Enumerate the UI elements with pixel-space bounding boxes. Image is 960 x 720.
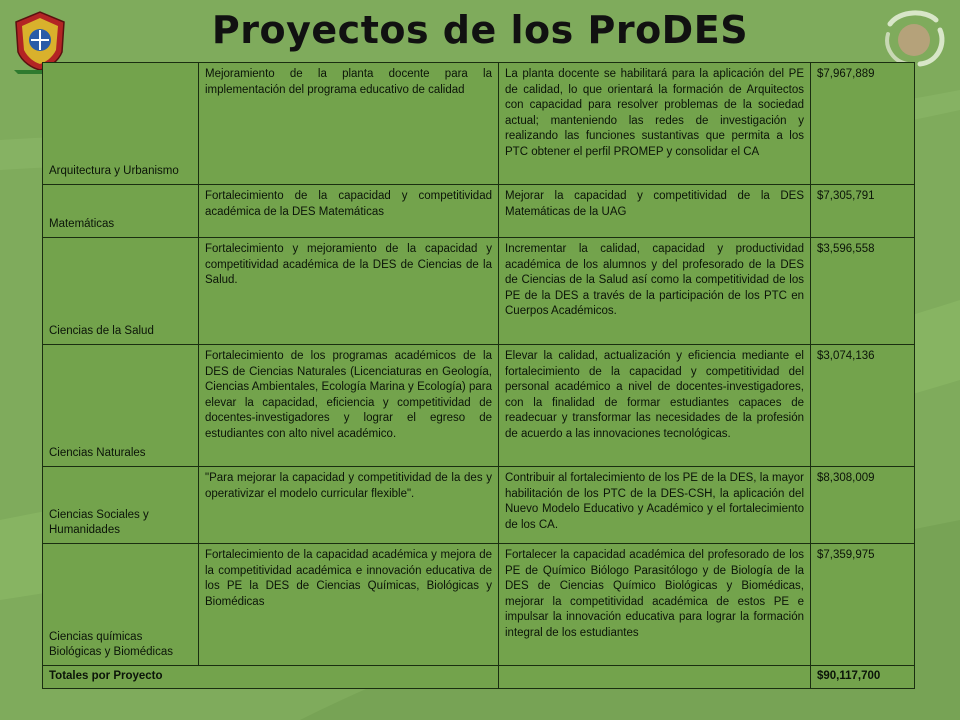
totals-amount-cell: $90,117,700 [811, 666, 915, 689]
des-name-cell: Arquitectura y Urbanismo [43, 63, 199, 185]
des-name-cell: Ciencias Sociales y Humanidades [43, 467, 199, 544]
des-name-cell: Ciencias Naturales [43, 345, 199, 467]
amount-cell: $3,074,136 [811, 345, 915, 467]
objective-cell: Fortalecer la capacidad académica del profesorado de los PE de Químico Biólogo Parasitólogo y de Biología de la DES de Ciencias Químico Biológicas y Biomédicas, mejorar la competitividad académica de estos PE e impulsar la innovación educativa para lograr la formación integral de los estudiantes [499, 544, 811, 666]
project-name-cell: "Para mejorar la capacidad y competitividad de la des y operativizar el modelo curricular flexible". [199, 467, 499, 544]
table-row [43, 544, 915, 666]
project-name-cell: Fortalecimiento de los programas académicos de la DES de Ciencias Naturales (Licenciaturas en Geología, Ciencias Ambientales, Ecología Marina y Ecología) para elevar la capacidad, eficiencia y competitividad de docentes-investigadores y lograr el egreso de estudiantes con alto nivel académico. [199, 345, 499, 467]
amount-cell: $7,967,889 [811, 63, 915, 185]
totals-row [43, 666, 915, 689]
objective-cell: La planta docente se habilitará para la aplicación del PE de calidad, lo que orientará la formación de Arquitectos con capacidad para resolver problemas de la sociedad actual; manteniendo las redes de investigación y realizando las funciones sustantivas que permita a los PTC obtener el perfil PROMEP y consolidar el CA [499, 63, 811, 185]
des-name-cell: Matemáticas [43, 185, 199, 238]
project-name-cell: Fortalecimiento de la capacidad académica y mejora de la competitividad académica e innovación educativa de los PE la DES de Ciencias Químicas, Biológicas y Biomédicas [199, 544, 499, 666]
objective-cell: Elevar la calidad, actualización y eficiencia mediante el fortalecimiento de la capacidad y competitividad del personal académico a nivel de docentes-investigadores, con la finalidad de formar estudiantes capaces de readecuar y transformar las necesidades de la profesión de acuerdo a las innovaciones tecnológicas. [499, 345, 811, 467]
page-title: Proyectos de los ProDES [211, 8, 749, 52]
totals-label-cell: Totales por Proyecto [43, 666, 499, 689]
project-name-cell: Fortalecimiento y mejoramiento de la capacidad y competitividad académica de la DES de Ciencias de la Salud. [199, 238, 499, 345]
prodes-projects-table [42, 62, 915, 689]
objective-cell: Incrementar la calidad, capacidad y productividad académica de los alumnos y del profesorado de la DES de Ciencias de la Salud así como la competitividad de los PE de la DES a través de la participación de los PTC en Cuerpos Académicos. [499, 238, 811, 345]
amount-cell: $7,359,975 [811, 544, 915, 666]
amount-cell: $7,305,791 [811, 185, 915, 238]
objective-cell: Mejorar la capacidad y competitividad de la DES Matemáticas de la UAG [499, 185, 811, 238]
amount-cell: $8,308,009 [811, 467, 915, 544]
amount-cell: $3,596,558 [811, 238, 915, 345]
table-row [43, 467, 915, 544]
table-row [43, 63, 915, 185]
table-row [43, 185, 915, 238]
table-row [43, 345, 915, 467]
project-name-cell: Fortalecimiento de la capacidad y competitividad académica de la DES Matemáticas [199, 185, 499, 238]
recycle-swirl-logo [880, 8, 948, 68]
totals-empty-cell [499, 666, 811, 689]
des-name-cell: Ciencias de la Salud [43, 238, 199, 345]
objective-cell: Contribuir al fortalecimiento de los PE de la DES, la mayor habilitación de los PTC de la DES-CSH, la aplicación del Nuevo Modelo Educativo y Académico y el fortalecimiento de los CA. [499, 467, 811, 544]
table-row [43, 238, 915, 345]
des-name-cell: Ciencias químicas Biológicas y Biomédicas [43, 544, 199, 666]
project-name-cell: Mejoramiento de la planta docente para la implementación del programa educativo de calidad [199, 63, 499, 185]
